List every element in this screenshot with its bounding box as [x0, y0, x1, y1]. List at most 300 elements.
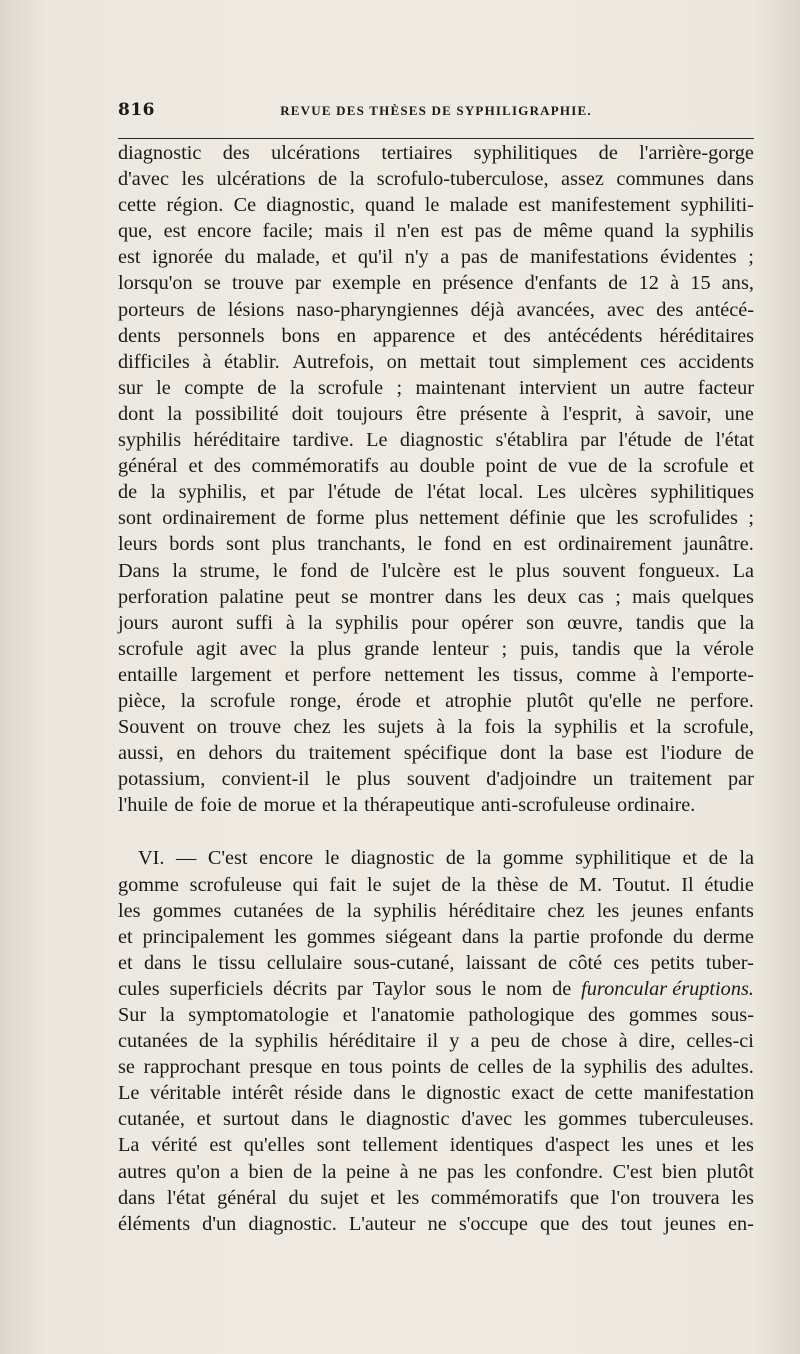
word: à — [540, 402, 550, 425]
word: derme — [703, 925, 754, 948]
word: un — [592, 768, 614, 791]
word: par — [580, 429, 607, 452]
word: anti-scrofuleuse — [481, 794, 611, 817]
word: l'anatomie — [371, 1004, 455, 1026]
word: sous — [435, 977, 472, 1000]
word: diagnostic — [118, 142, 202, 164]
text-line — [118, 479, 754, 505]
word: leurs — [118, 533, 158, 556]
word: foie — [199, 794, 232, 817]
word: les — [621, 1134, 644, 1157]
word: et — [342, 1004, 358, 1026]
word: les — [396, 1186, 420, 1209]
word: La — [118, 1134, 140, 1157]
word: cas — [578, 585, 604, 608]
word: ; — [615, 585, 621, 608]
word: à — [670, 272, 680, 295]
word: peu — [490, 1030, 520, 1053]
word: ronge, — [290, 689, 342, 712]
word: bien — [248, 1160, 284, 1183]
word: que — [633, 637, 663, 660]
word: et — [704, 1134, 720, 1157]
word: le — [272, 559, 288, 582]
word: tissu — [218, 951, 256, 974]
word: en — [336, 324, 356, 347]
word: sont — [118, 507, 152, 530]
word: et — [188, 455, 204, 478]
word: se — [118, 1056, 135, 1079]
word: déjà — [470, 298, 505, 321]
word: les — [483, 1160, 507, 1183]
word: de — [174, 794, 194, 817]
word: et — [331, 246, 347, 269]
word: pas — [474, 220, 502, 243]
word: scrofule — [663, 455, 729, 478]
word: la — [167, 402, 182, 425]
word: l'étude — [327, 481, 381, 504]
word: perfore. — [690, 689, 754, 712]
text-line — [118, 688, 754, 714]
word: largement — [190, 663, 272, 686]
word: difficiles — [118, 350, 190, 373]
word: les — [477, 663, 500, 686]
word: VI. — [138, 847, 165, 870]
word: de — [198, 1030, 219, 1053]
word: héréditaire — [448, 899, 536, 922]
text-line — [118, 610, 754, 636]
word: n'en — [396, 220, 430, 243]
word: naso-pharyngiennes — [296, 298, 459, 321]
word: ulcérations — [271, 142, 361, 164]
word: on — [196, 716, 218, 739]
word: autres — [118, 1160, 167, 1183]
word: et — [260, 481, 275, 504]
word: du — [288, 1186, 309, 1209]
word: héréditaire — [193, 429, 281, 452]
word: de — [531, 1030, 551, 1053]
word: les — [731, 1134, 754, 1157]
word: ordinaire. — [617, 794, 696, 817]
word: exact — [511, 1082, 555, 1105]
word: la — [675, 637, 691, 660]
text-line — [118, 1002, 754, 1028]
page-number: 816 — [118, 100, 155, 120]
word: Il — [681, 873, 694, 896]
word: l'état — [166, 1186, 206, 1209]
word: le — [424, 194, 440, 217]
word: antécé- — [695, 298, 754, 321]
text-line — [118, 845, 754, 871]
word: trouvera — [652, 1186, 720, 1209]
word: que, — [118, 220, 153, 243]
text-line — [118, 1159, 754, 1185]
word: encore — [259, 847, 314, 870]
word: avancées, — [516, 298, 595, 321]
word: superficiels — [169, 977, 264, 1000]
word: est — [163, 220, 187, 243]
word: pas — [446, 1160, 475, 1183]
word: la — [346, 899, 362, 922]
word: lenteur — [432, 637, 489, 660]
word: la — [307, 611, 323, 634]
word: à — [285, 611, 295, 634]
word: l'emporte- — [671, 663, 754, 686]
word: du — [224, 246, 245, 269]
word: le — [156, 376, 171, 399]
word: potassium, — [118, 768, 206, 791]
word: adultes. — [691, 1056, 754, 1079]
word: syphilis — [118, 429, 182, 452]
word: la — [349, 168, 365, 191]
word: scrofulo-tuberculose, — [376, 168, 549, 191]
text-line — [118, 976, 754, 1002]
word: et — [415, 689, 431, 712]
word: siégeant — [385, 925, 452, 948]
page-header — [118, 100, 754, 126]
word: Le — [366, 429, 388, 452]
word: de — [441, 873, 461, 896]
word: quelques — [681, 585, 754, 608]
word: de — [293, 1160, 313, 1183]
word: sujet — [392, 873, 431, 896]
text-line — [118, 714, 754, 740]
word: la — [150, 481, 166, 504]
word: jaunâtre. — [683, 533, 754, 556]
word: la — [476, 847, 492, 870]
word: facile; — [262, 220, 314, 243]
word: présence — [442, 272, 514, 295]
word: deux — [527, 585, 567, 608]
word: le — [481, 977, 497, 1000]
word: n'y — [404, 246, 429, 269]
word: la — [471, 873, 486, 896]
word: surtout — [222, 1108, 280, 1131]
word: antécédents — [547, 324, 643, 347]
word: doit — [291, 402, 324, 425]
word: dans — [461, 925, 500, 948]
word: cutanées — [233, 899, 304, 922]
word: comme — [576, 663, 637, 686]
word: la — [656, 716, 672, 739]
word: grande — [364, 637, 420, 660]
word: dans — [291, 1108, 329, 1131]
word: et — [472, 324, 487, 347]
word: lésions — [227, 298, 285, 321]
word: quand — [604, 220, 654, 243]
word: syphilis — [583, 1056, 647, 1079]
word: principalement — [142, 925, 265, 948]
word: dehors — [208, 742, 263, 765]
word: plus — [271, 533, 306, 556]
word: pathologique — [468, 1004, 575, 1026]
word: à — [202, 350, 212, 373]
text-line — [118, 192, 754, 218]
word: d'adjoindre — [486, 768, 577, 791]
word: fond — [443, 533, 481, 556]
word: en — [492, 533, 512, 556]
word: évidentes — [660, 246, 737, 269]
word: de — [118, 481, 138, 504]
word: compte — [184, 376, 244, 399]
word: héréditaire — [329, 1030, 416, 1053]
word: on — [386, 350, 407, 373]
word: la — [159, 1004, 175, 1026]
word: nettement — [419, 507, 500, 530]
word: cules — [118, 977, 160, 1000]
word: que — [576, 507, 606, 530]
text-line — [118, 766, 754, 792]
word: profonde — [589, 925, 663, 948]
word: unes — [655, 1134, 693, 1157]
word: par — [295, 272, 321, 295]
word: se — [341, 585, 359, 608]
word: de — [537, 455, 558, 478]
word: vérole — [703, 637, 754, 660]
word: dont — [118, 402, 155, 425]
word: ; — [396, 376, 403, 399]
word: lorsqu'on — [118, 272, 193, 295]
word: trouve — [231, 272, 284, 295]
word: plus — [317, 637, 352, 660]
word: ; — [748, 507, 754, 530]
word: scrofuleuse — [189, 873, 282, 896]
word: mais — [324, 220, 363, 243]
word: scrofule — [118, 637, 184, 660]
word: est — [518, 194, 541, 217]
word: dans — [118, 1186, 156, 1209]
word: la — [289, 376, 305, 399]
word: de — [552, 977, 572, 1000]
word: Les — [536, 481, 567, 504]
word: par — [288, 481, 315, 504]
word: de — [607, 455, 628, 478]
word: syphilitique — [575, 847, 671, 870]
text-line — [118, 401, 754, 427]
word: dans — [716, 168, 754, 191]
word: toujours — [336, 402, 403, 425]
word: — — [176, 847, 197, 870]
word: définie — [509, 507, 566, 530]
word: M. — [578, 873, 603, 896]
word: manifestement — [551, 194, 671, 217]
word: par — [728, 768, 754, 791]
word: le — [325, 768, 341, 791]
word: trouve — [229, 716, 282, 739]
word: les — [596, 899, 620, 922]
word: de — [499, 246, 519, 269]
word: à — [618, 1030, 628, 1053]
word: établir. — [223, 350, 280, 373]
word: opérer — [461, 611, 514, 634]
word: plutôt — [526, 689, 574, 712]
word: sur — [118, 376, 143, 399]
word: ignorée — [152, 246, 213, 269]
word: des — [503, 324, 531, 347]
word: la — [664, 220, 680, 243]
word: celles — [477, 1056, 524, 1079]
word: présente — [459, 402, 528, 425]
word: à — [649, 663, 659, 686]
word: la — [172, 559, 188, 582]
word: par — [337, 977, 363, 1000]
text-line — [118, 1080, 754, 1106]
text-line — [118, 1106, 754, 1132]
word: que — [539, 1212, 570, 1235]
word: L'auteur — [348, 1212, 416, 1235]
body-text — [118, 140, 754, 1237]
word: des — [213, 455, 241, 478]
word: d'enfants — [524, 272, 597, 295]
word: identiques — [449, 1134, 534, 1157]
word: local. — [478, 481, 524, 504]
word: forme — [316, 507, 365, 530]
word: tuberculeuses. — [638, 1108, 754, 1131]
word: le — [488, 559, 504, 582]
word: simplement — [532, 350, 628, 373]
word: malade — [449, 194, 509, 217]
word: enfants — [695, 899, 754, 922]
word: les — [342, 716, 366, 739]
word: des — [655, 1056, 683, 1079]
text-line — [118, 531, 754, 557]
word: fait — [329, 873, 357, 896]
word: rapprochant — [143, 1056, 241, 1079]
word: Dans — [118, 559, 160, 582]
word: son — [526, 611, 555, 634]
word: plutôt — [706, 1160, 754, 1183]
word: le — [192, 951, 208, 974]
word: sujet — [320, 1186, 359, 1209]
word: l'état — [426, 481, 466, 504]
paragraph-tertiary-ulcerations — [118, 140, 754, 818]
word: de — [394, 481, 414, 504]
word: symptomatologie — [188, 1004, 330, 1026]
word: est — [625, 742, 648, 765]
word: dignostic — [426, 1082, 501, 1105]
word: base — [576, 742, 613, 765]
word: gomme — [502, 847, 564, 870]
text-line — [118, 297, 754, 323]
word: savoir, — [657, 402, 712, 425]
word: tandis — [571, 637, 621, 660]
word: accidents — [678, 350, 754, 373]
word: s'établira — [495, 429, 568, 452]
word: La — [732, 559, 754, 582]
word: général — [118, 455, 178, 478]
word: le — [324, 847, 340, 870]
word: érode — [356, 689, 402, 712]
word: dire, — [638, 1030, 676, 1053]
text-line — [118, 218, 754, 244]
word: a — [229, 1160, 239, 1183]
text-line — [118, 950, 754, 976]
word: 15 — [690, 272, 711, 295]
word: morue — [263, 794, 316, 817]
word: plus — [374, 507, 409, 530]
word: même — [543, 220, 593, 243]
word: Toutut. — [612, 873, 671, 896]
paragraph-gomme-diagnostic — [118, 845, 754, 1236]
word: il — [374, 220, 386, 243]
word: les — [731, 1186, 754, 1209]
word: de — [537, 951, 558, 974]
word: thèse — [496, 873, 539, 896]
word: dents — [118, 324, 161, 347]
word: sous- — [711, 1004, 754, 1026]
word: fongueux. — [638, 559, 720, 582]
word: tandis — [635, 611, 685, 634]
word: encore — [197, 220, 252, 243]
word: syphilis — [335, 611, 399, 634]
word: atrophie — [445, 689, 512, 712]
word: maintenant — [415, 376, 506, 399]
word: vue — [567, 455, 598, 478]
word: gommes — [628, 1004, 698, 1026]
text-line — [118, 270, 754, 296]
word: à — [436, 716, 446, 739]
word: jours — [118, 611, 159, 634]
word: ans, — [721, 272, 754, 295]
word: et — [118, 925, 133, 948]
word: nettement — [384, 663, 465, 686]
word: diagnostic — [350, 847, 435, 870]
text-line — [118, 1054, 754, 1080]
word: qu'elle — [588, 689, 642, 712]
word: intervient — [519, 376, 597, 399]
word: fois — [484, 716, 515, 739]
italic-term: furoncular éruptions. — [581, 977, 754, 1000]
word: des — [581, 1212, 609, 1235]
word: malade, — [256, 246, 321, 269]
word: des — [656, 298, 684, 321]
word: de — [608, 272, 628, 295]
word: des — [222, 142, 250, 164]
text-line — [118, 1211, 754, 1237]
word: montrer — [369, 585, 434, 608]
word: sont — [316, 1134, 351, 1157]
word: région. — [166, 194, 224, 217]
word: et — [196, 1108, 212, 1131]
word: 12 — [638, 272, 659, 295]
word: et — [284, 663, 300, 686]
word: autre — [643, 376, 685, 399]
word: mais — [632, 585, 671, 608]
word: et — [118, 951, 133, 974]
word: suffi — [236, 611, 273, 634]
word: tellement — [362, 1134, 438, 1157]
text-line — [118, 1028, 754, 1054]
word: Le — [118, 1082, 140, 1105]
word: quand — [364, 194, 415, 217]
word: la — [457, 716, 473, 739]
word: a — [470, 1030, 480, 1053]
word: ulcères — [579, 481, 637, 504]
word: diagnostic — [366, 1108, 450, 1131]
word: tertiaires — [381, 142, 453, 164]
word: spécifique — [403, 742, 488, 765]
word: le — [339, 1108, 355, 1131]
text-line — [118, 505, 754, 531]
word: et — [370, 1186, 386, 1209]
word: perfore — [312, 663, 372, 686]
word: Taylor — [372, 977, 426, 1000]
word: pas — [460, 246, 488, 269]
word: étudie — [704, 873, 754, 896]
word: syphilis — [254, 1030, 319, 1053]
word: la — [343, 794, 358, 817]
word: assez — [561, 168, 604, 191]
word: Sur — [118, 1004, 147, 1026]
